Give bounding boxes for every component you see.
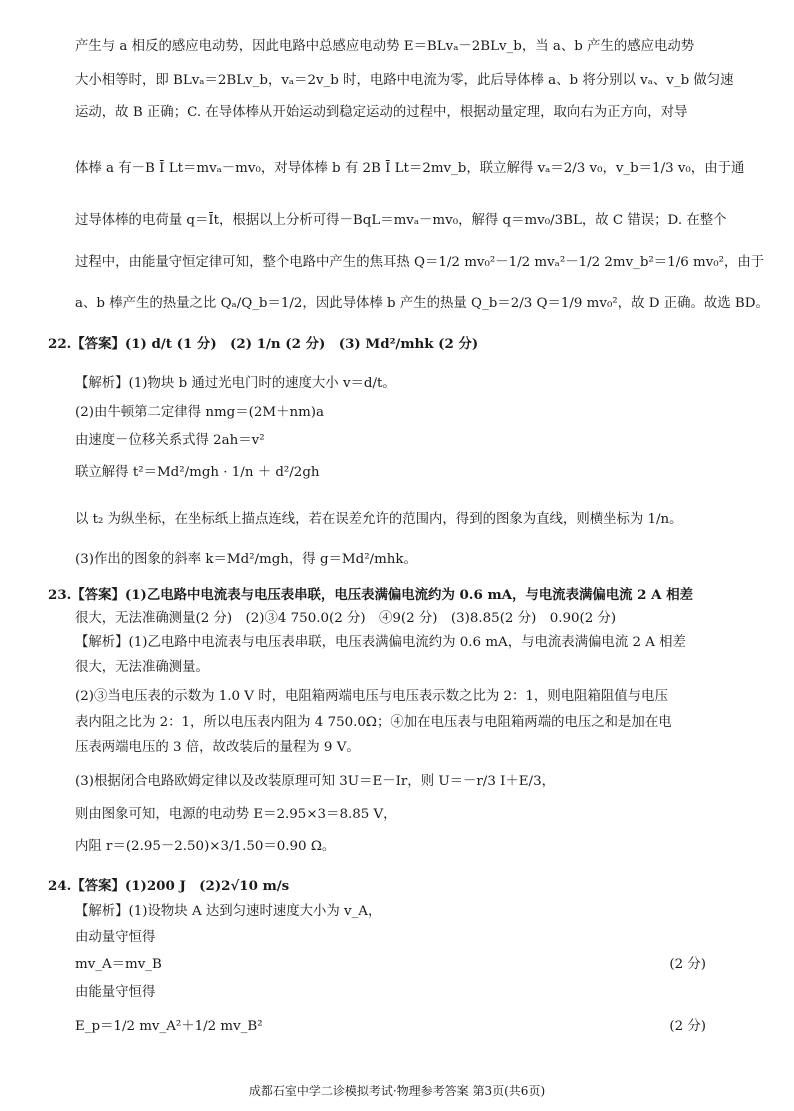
text-line: (2)③当电压表的示数为 1.0 V 时，电阻箱两端电压与电压表示数之比为 2：1，则电阻箱阻值与电压 [75,689,668,704]
text-line: 大小相等时，即 BLvₐ＝2BLv_b，vₐ＝2v_b 时，电路中电流为零，此后导体棒 a、b 将分别以 vₐ、v_b 做匀速 [75,73,734,88]
text-line: 压表两端电压的 3 倍，故改装后的量程为 9 V。 [75,740,360,755]
text-line: 由速度－位移关系式得 2ah＝v² [75,433,265,448]
text-line: 以 t₂ 为纵坐标，在坐标纸上描点连线，若在误差允许的范围内，得到的图象为直线，则横坐标为 1/n。 [75,512,683,527]
text-line: 联立解得 t²＝Md²/mgh · 1/n ＋ d²/2gh [75,465,320,480]
text-line: 【解析】(1)乙电路中电流表与电压表串联，电压表满偏电流约为 0.6 mA，与电流表满偏电流 2 A 相差 [75,635,686,650]
text-line: 【解析】(1)物块 b 通过光电门时的速度大小 v＝d/t。 [75,376,396,391]
answer-22: 22.【答案】(1) d/t (1 分) (2) 1/n (2 分) (3) Md²/mhk (2 分) [48,336,479,352]
score-mark: (2 分) [669,957,706,972]
text-line: (3)作出的图象的斜率 k＝Md²/mgh，得 g＝Md²/mhk。 [75,552,417,567]
text-line: 表内阻之比为 2：1，所以电压表内阻为 4 750.0Ω；④加在电压表与电阻箱两端的电压之和是加在电 [75,715,672,730]
text-line: 过导体棒的电荷量 q＝Īt，根据以上分析可得－BqL＝mvₐ－mv₀，解得 q＝mv₀/3BL，故 C 错误；D. 在整个 [75,213,727,228]
text-line: mv_A＝mv_B [75,957,162,972]
text-line: 体棒 a 有－B Ī Lt＝mvₐ－mv₀，对导体棒 b 有 2B Ī Lt＝2mv_b，联立解得 vₐ＝2/3 v₀，v_b＝1/3 v₀，由于通 [75,161,745,176]
text-line: a、b 棒产生的热量之比 Qₐ/Q_b＝1/2，因此导体棒 b 产生的热量 Q_b＝2/3 Q＝1/9 mv₀²，故 D 正确。故选 BD。 [75,296,769,311]
text-line: 很大，无法准确测量(2 分) (2)③4 750.0(2 分) ④9(2 分) (3)8.85(2 分) 0.90(2 分) [75,611,617,626]
text-line: (2)由牛顿第二定律得 nmg＝(2M＋nm)a [75,405,325,420]
text-line: 内阻 r＝(2.95－2.50)×3/1.50＝0.90 Ω。 [75,839,336,854]
answer-24: 24.【答案】(1)200 J (2)2√10 m/s [48,878,290,894]
text-line: 运动，故 B 正确；C. 在导体棒从开始运动到稳定运动的过程中，根据动量定理，取向右为正方向，对导 [75,105,688,120]
text-line: 【解析】(1)设物块 A 达到匀速时速度大小为 v_A， [75,904,382,919]
text-line: E_p＝1/2 mv_A²＋1/2 mv_B² [75,1019,263,1034]
text-line: 过程中，由能量守恒定律可知，整个电路中产生的焦耳热 Q＝1/2 mv₀²－1/2 mvₐ²－1/2 2mv_b²＝1/6 mv₀²，由于 [75,255,765,270]
text-line: (3)根据闭合电路欧姆定律以及改装原理可知 3U＝E－Ir，则 U＝－r/3 I＋E/3， [75,774,555,789]
score-mark: (2 分) [669,1019,706,1034]
text-line: 很大，无法准确测量。 [75,660,209,675]
answer-23: 23.【答案】(1)乙电路中电流表与电压表串联，电压表满偏电流约为 0.6 mA，与电流表满偏电流 2 A 相差 [48,587,693,603]
text-line: 由动量守恒得 [75,930,156,945]
text-line: 则由图象可知，电源的电动势 E＝2.95×3＝8.85 V， [75,807,397,822]
text-line: 产生与 a 相反的感应电动势，因此电路中总感应电动势 E＝BLvₐ－2BLv_b，当 a、b 产生的感应电动势 [75,39,695,54]
text-line: 由能量守恒得 [75,985,156,1000]
page-footer: 成都石室中学二诊模拟考试·物理参考答案 第3页(共6页) [248,1084,546,1098]
